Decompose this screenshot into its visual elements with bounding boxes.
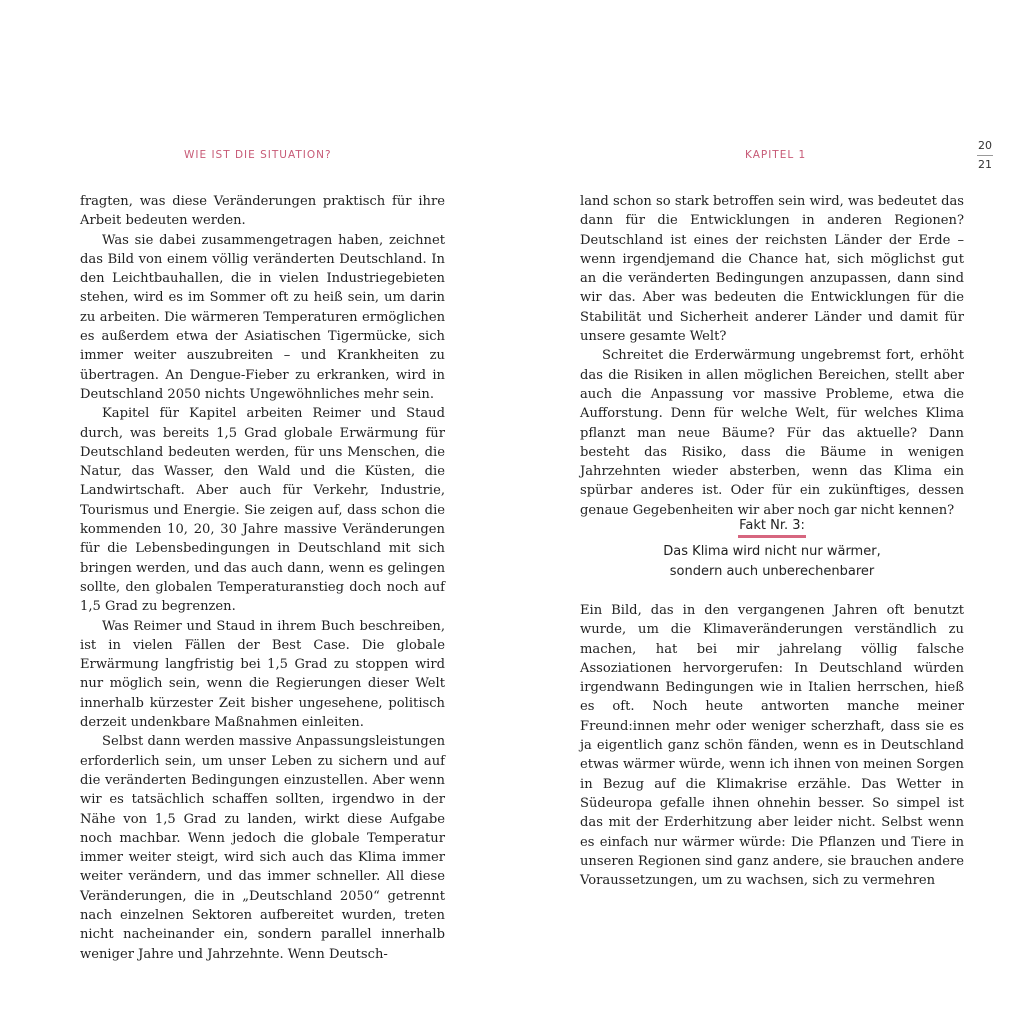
page-number-divider: [977, 155, 993, 156]
paragraph: Was sie dabei zusammengetragen haben, zeichnet das Bild von einem völlig veränderten Deutschland. In den Leichtbauhallen, die in vielen Industriegebieten stehen, wird es im Sommer oft zu heiß sein, um darin zu arbeiten. Die wärmeren Temperaturen ermöglichen es außerdem etwa der Asiatischen Tigermücke, sich immer weiter auszubreiten – und Krankheiten zu übertragen. An Dengue-Fieber zu erkranken, wird in Deutschland 2050 nichts Ungewöhnliches mehr sein.: [80, 232, 445, 402]
running-header-left: WIE IST DIE SITUATION?: [184, 149, 332, 161]
paragraph: Was Reimer und Staud in ihrem Buch beschreiben, ist in vielen Fällen der Best Case. Die globale Erwärmung langfristig bei 1,5 Grad zu stoppen wird nur möglich sein, wenn die Regierungen dieser Welt innerhalb kürzester Zeit bisher ungesehene, politisch derzeit undenkbare Maßnahmen einleiten.: [80, 618, 445, 731]
page-number-left: 20: [978, 139, 992, 152]
paragraph: Schreitet die Erderwärmung ungebremst fort, erhöht das die Risiken in allen möglichen Bereichen, stellt aber auch die Anpassung vor massive Probleme, etwa die Aufforstung. Denn für welche Welt, für welches Klima pflanzt man neue Bäume? Für das aktuelle? Dann besteht das Risiko, dass die Bäume in wenigen Jahrzehnten wieder absterben, wenn das Klima ein spürbar anderes ist. Oder für ein zukünftiges, dessen genaue Gegebenheiten wir aber noch gar nicht kennen?: [580, 348, 964, 518]
fact-box: [580, 516, 964, 582]
fact-subtitle-line-2: sondern auch unberechenbarer: [669, 564, 875, 579]
right-column-top: [580, 192, 964, 520]
fact-title: Fakt Nr. 3:: [738, 517, 806, 538]
paragraph: Selbst dann werden massive Anpassungsleistungen erforderlich sein, um unser Leben zu sichern und auf die veränderten Bedingungen einzustellen. Aber wenn wir es tatsächlich schaffen sollten, irgendwo in der Nähe von 1,5 Grad zu landen, wirkt diese Aufgabe noch machbar. Wenn jedoch die globale Temperatur immer weiter steigt, wird sich auch das Klima immer weiter verändern, und das immer schneller. All diese Veränderungen, die in „Deutschland 2050“ getrennt nach einzelnen Sektoren aufbereitet wurden, treten nicht nacheinander ein, sondern parallel innerhalb weniger Jahre und Jahrzehnte. Wenn Deutsch-: [80, 734, 445, 962]
left-column: [80, 192, 445, 964]
page-numbers: [974, 138, 996, 173]
page-number-right: 21: [978, 158, 992, 171]
paragraph: Kapitel für Kapitel arbeiten Reimer und Staud durch, was bereits 1,5 Grad globale Erwärmung für Deutschland bedeuten werden, für uns Menschen, die Natur, das Wasser, den Wald und die Küsten, die Landwirtschaft. Aber auch für Verkehr, Industrie, Tourismus und Energie. Sie zeigen auf, dass schon die kommenden 10, 20, 30 Jahre massive Veränderungen für die Lebensbedingungen in Deutschland mit sich bringen werden, und das auch dann, wenn es gelingen sollte, den globalen Temperaturanstieg doch noch auf 1,5 Grad zu begrenzen.: [80, 406, 445, 615]
right-column-bottom: [580, 601, 964, 890]
paragraph: fragten, was diese Veränderungen praktisch für ihre Arbeit bedeuten werden.: [80, 194, 445, 229]
fact-subtitle-line-1: Das Klima wird nicht nur wärmer,: [663, 544, 881, 559]
running-header-right: KAPITEL 1: [745, 149, 807, 161]
paragraph: Ein Bild, das in den vergangenen Jahren oft benutzt wurde, um die Klimaveränderungen verständlich zu machen, hat bei mir jahrelang völlig falsche Assoziationen hervorgerufen: In Deutschland würden irgendwann Bedingungen wie in Italien herrschen, hieß es oft. Noch heute antworten manche meiner Freund:innen mehr oder weniger scherzhaft, dass sie es ja eigentlich ganz schön fänden, wenn es in Deutschland etwas wärmer würde, wenn ich ihnen von meinen Sorgen in Bezug auf die Klimakrise erzähle. Das Wetter in Südeuropa gefalle ihnen ohnehin besser. So simpel ist das mit der Erderhitzung aber leider nicht. Selbst wenn es einfach nur wärmer würde: Die Pflanzen und Tiere in unseren Regionen sind ganz andere, sie brauchen andere Voraussetzungen, um zu wachsen, sich zu vermehren: [580, 603, 964, 889]
paragraph: land schon so stark betroffen sein wird, was bedeutet das dann für die Entwicklungen in anderen Regionen? Deutschland ist eines der reichsten Länder der Erde – wenn irgendjemand die Chance hat, sich möglichst gut an die veränderten Bedingungen anzupassen, dann sind wir das. Aber was bedeuten die Entwicklungen für die Stabilität und Sicherheit anderer Länder und damit für unsere gesamte Welt?: [580, 194, 964, 345]
